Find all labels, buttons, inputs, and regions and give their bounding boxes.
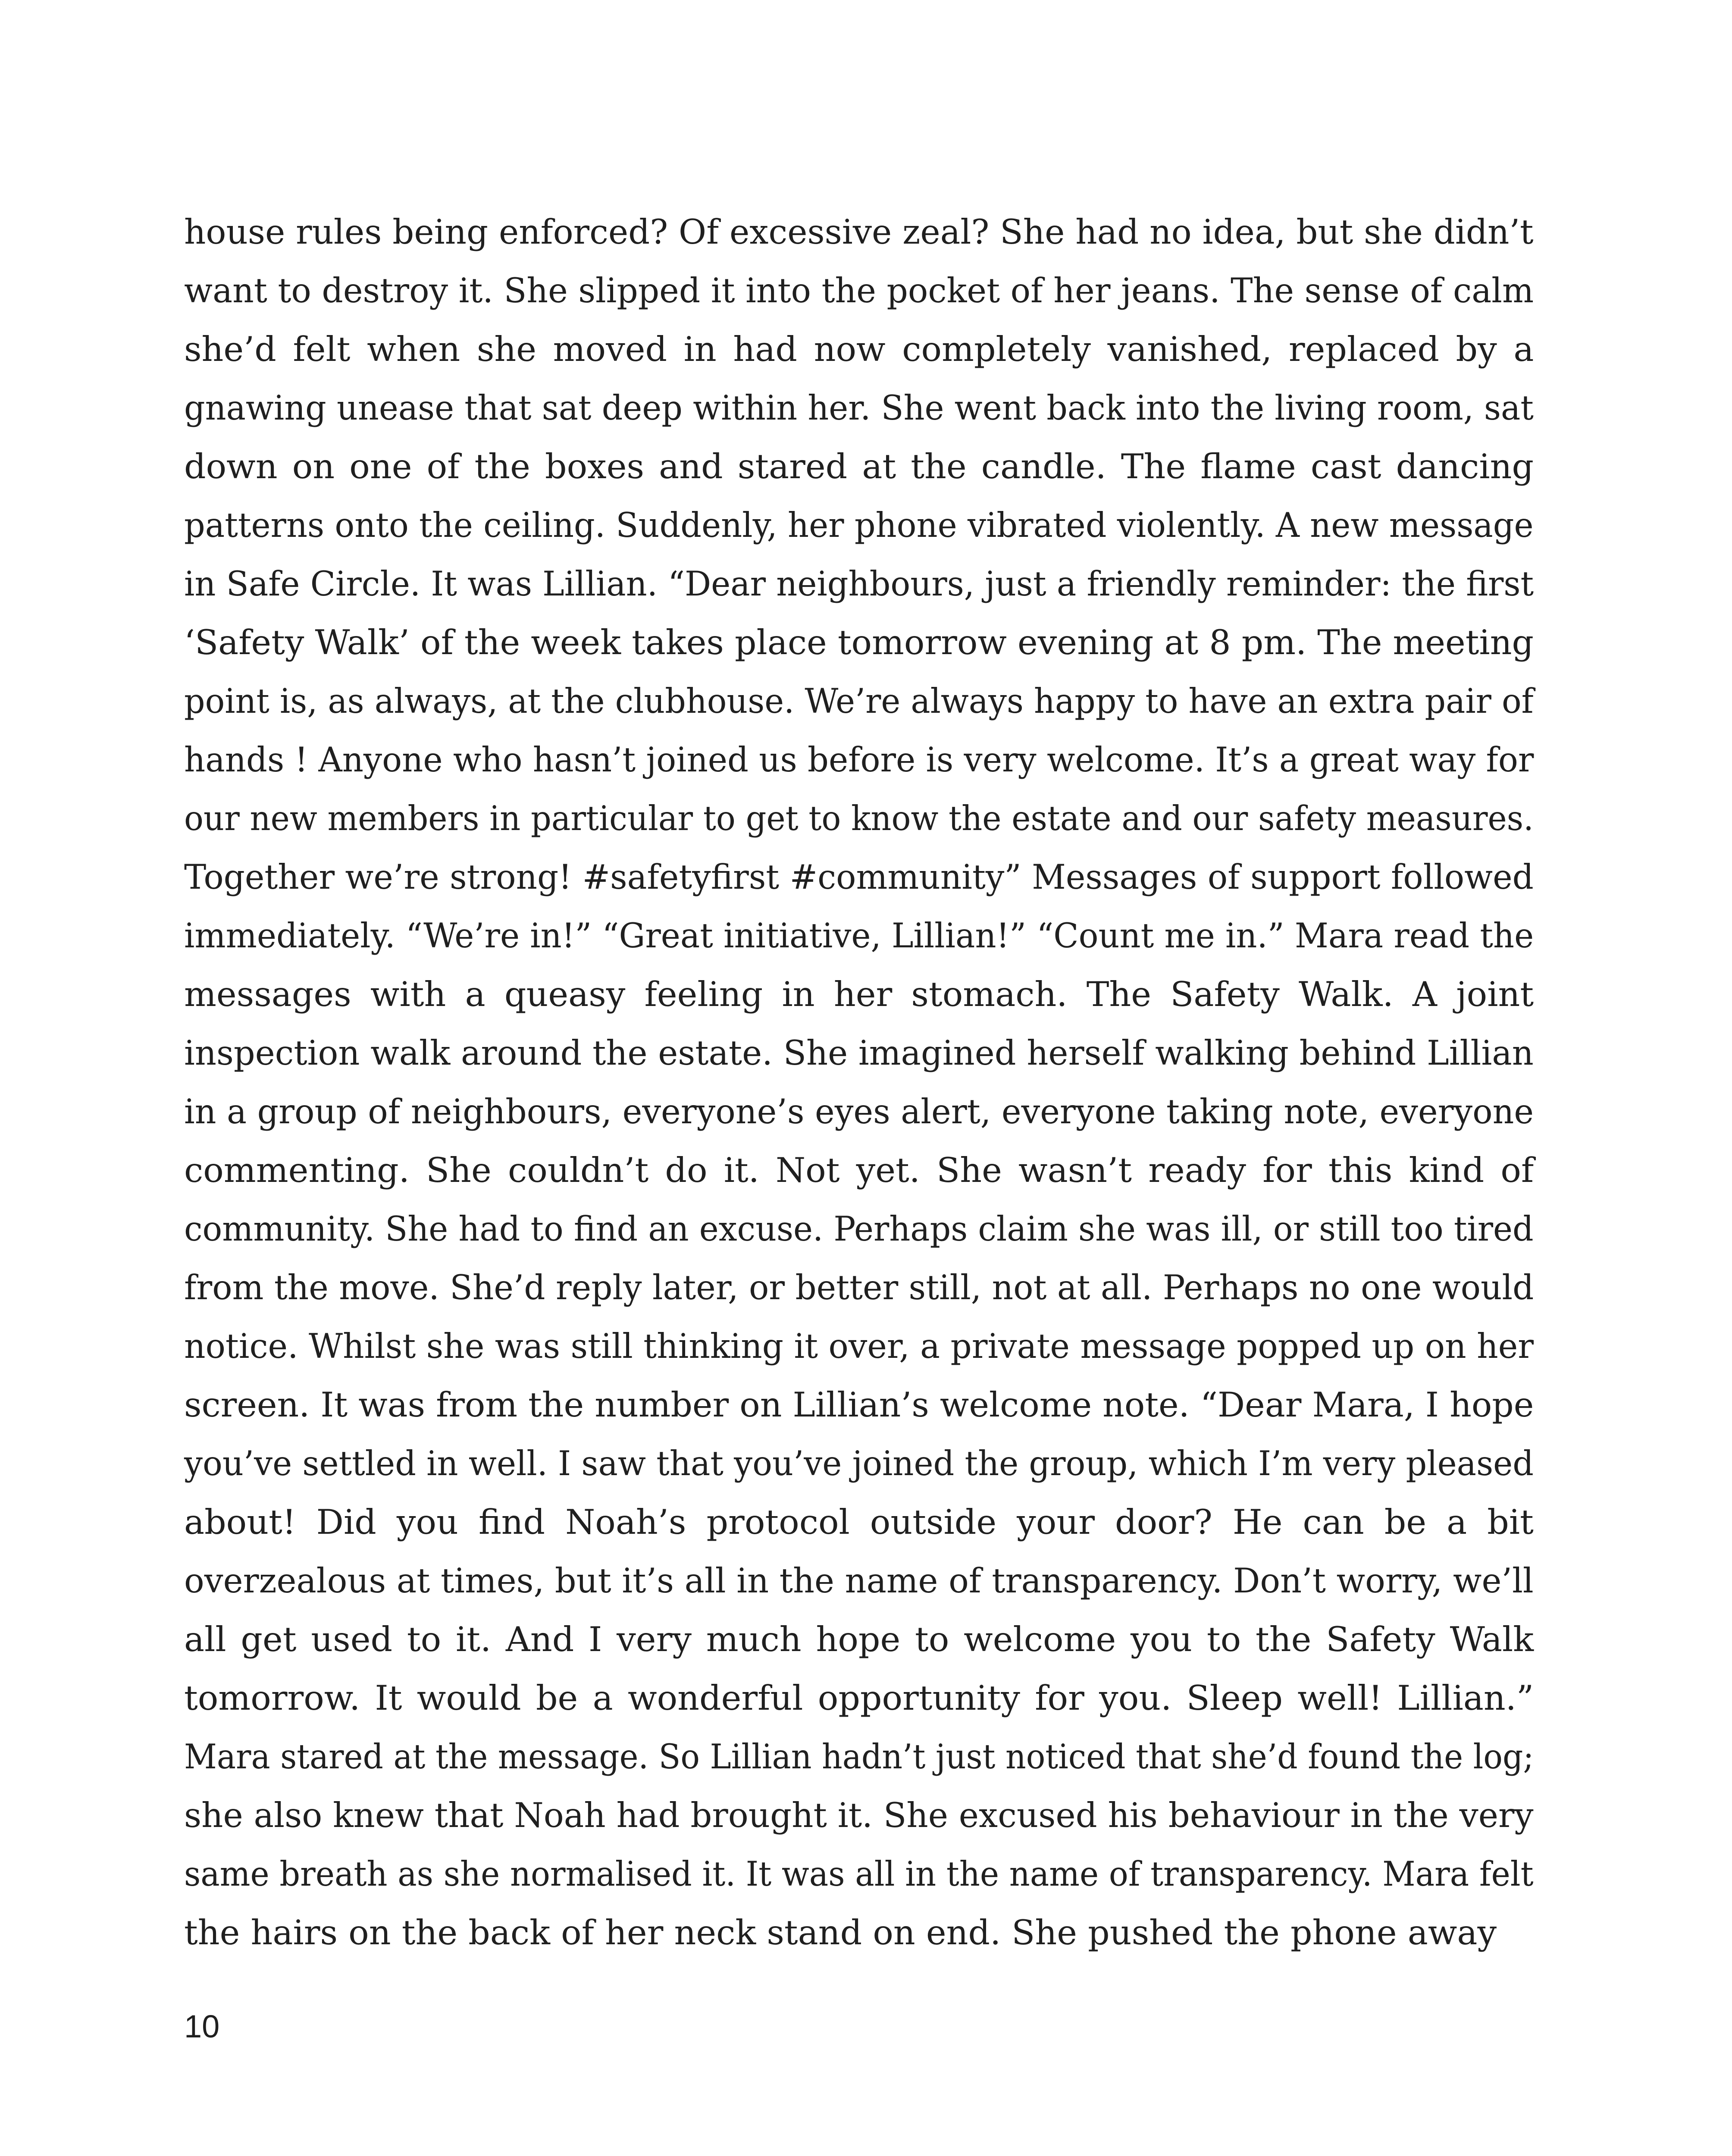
body-text [184, 203, 1534, 1962]
text-line: she also knew that Noah had brought it. She excused his behaviour in the very [184, 1796, 1534, 1835]
text-line: overzealous at times, but it’s all in the name of transparency. Don’t worry, we’ll [184, 1561, 1534, 1601]
text-line: in Safe Circle. It was Lillian. “Dear neighbours, just a friendly reminder: the first [184, 564, 1534, 604]
text-line: about! Did you find Noah’s protocol outside your door? He can be a bit [184, 1502, 1534, 1542]
text-line: point is, as always, at the clubhouse. We’re always happy to have an extra pair of [184, 681, 1534, 721]
text-line: Mara stared at the message. So Lillian hadn’t just noticed that she’d found the log; [184, 1737, 1534, 1777]
page-number: 10 [184, 2009, 220, 2044]
text-line: you’ve settled in well. I saw that you’ve joined the group, which I’m very pleased [184, 1444, 1534, 1483]
text-line: community. She had to find an excuse. Perhaps claim she was ill, or still too tired [184, 1209, 1534, 1249]
text-line: notice. Whilst she was still thinking it over, a private message popped up on her [184, 1326, 1534, 1366]
text-line: immediately. “We’re in!” “Great initiative, Lillian!” “Count me in.” Mara read the [184, 916, 1534, 956]
text-line: in a group of neighbours, everyone’s eyes alert, everyone taking note, everyone [184, 1092, 1534, 1131]
text-line: patterns onto the ceiling. Suddenly, her phone vibrated violently. A new message [184, 505, 1534, 545]
text-line: want to destroy it. She slipped it into the pocket of her jeans. The sense of calm [184, 271, 1534, 310]
text-line: the hairs on the back of her neck stand on end. She pushed the phone away [184, 1913, 1497, 1952]
text-line: house rules being enforced? Of excessive zeal? She had no idea, but she didn’t [184, 212, 1534, 252]
text-line: down on one of the boxes and stared at the candle. The flame cast dancing [184, 447, 1534, 486]
text-line: tomorrow. It would be a wonderful opportunity for you. Sleep well! Lillian.” [184, 1678, 1534, 1718]
text-line: Together we’re strong! #safetyfirst #community” Messages of support followed [184, 857, 1534, 897]
text-line: all get used to it. And I very much hope to welcome you to the Safety Walk [184, 1620, 1534, 1659]
text-line: screen. It was from the number on Lillian’s welcome note. “Dear Mara, I hope [184, 1385, 1534, 1425]
text-line: gnawing unease that sat deep within her. She went back into the living room, sat [184, 388, 1534, 428]
text-line: she’d felt when she moved in had now completely vanished, replaced by a [184, 329, 1534, 369]
text-line: from the move. She’d reply later, or better still, not at all. Perhaps no one would [184, 1268, 1534, 1307]
text-line: commenting. She couldn’t do it. Not yet. She wasn’t ready for this kind of [184, 1150, 1534, 1190]
text-line: our new members in particular to get to know the estate and our safety measures. [184, 799, 1534, 838]
text-line: messages with a queasy feeling in her stomach. The Safety Walk. A joint [184, 975, 1534, 1014]
text-line: hands ! Anyone who hasn’t joined us before is very welcome. It’s a great way for [184, 740, 1534, 780]
text-line: ‘Safety Walk’ of the week takes place tomorrow evening at 8 pm. The meeting [184, 623, 1534, 662]
text-line: same breath as she normalised it. It was all in the name of transparency. Mara felt [184, 1854, 1534, 1894]
text-line: inspection walk around the estate. She imagined herself walking behind Lillian [184, 1033, 1534, 1073]
